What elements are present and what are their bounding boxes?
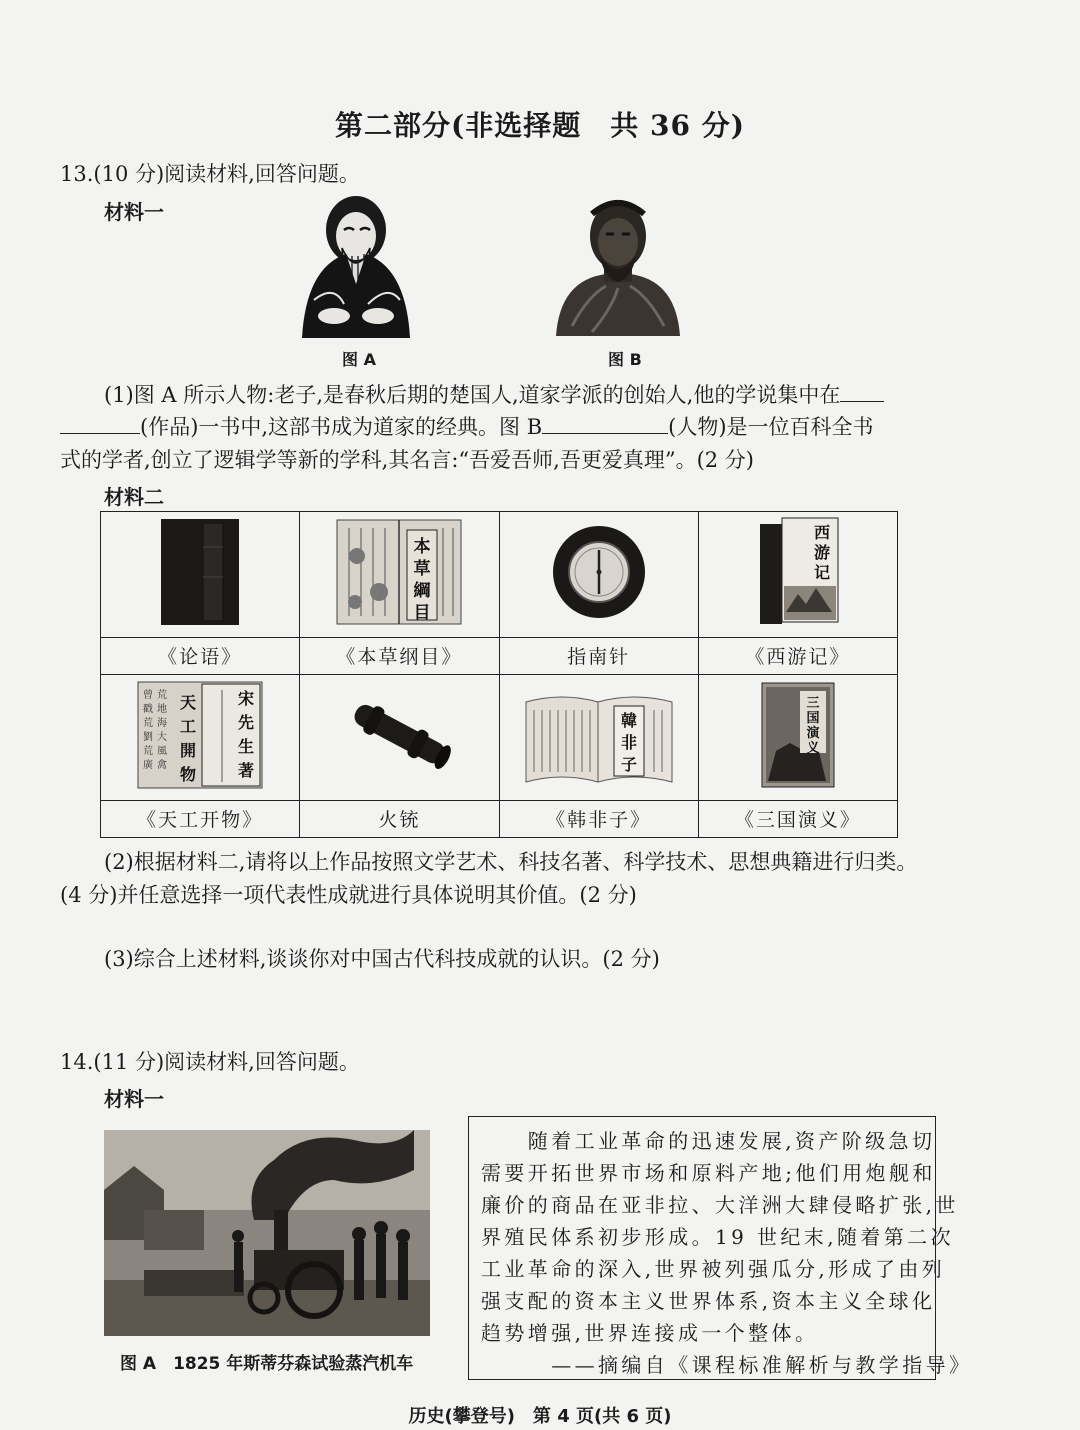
question-14-header: 14.(11 分)阅读材料,回答问题。 xyxy=(60,1050,360,1074)
work-label-compass: 指南针 xyxy=(499,637,698,674)
work-label-bencao: 《本草纲目》 xyxy=(300,637,499,674)
svg-text:大: 大 xyxy=(157,732,168,744)
svg-text:地: 地 xyxy=(157,704,168,716)
works-label-row-1 xyxy=(101,637,898,674)
compass-image xyxy=(551,524,647,620)
svg-text:海: 海 xyxy=(157,718,168,730)
svg-text:禽: 禽 xyxy=(157,760,168,772)
work-label-hanfeizi: 《韩非子》 xyxy=(499,800,698,837)
hanfeizi-cell xyxy=(499,674,698,800)
svg-text:風: 風 xyxy=(157,746,168,758)
quote-line: 强支配的资本主义世界体系,资本主义全球化 xyxy=(481,1289,936,1313)
tiangong-cell xyxy=(101,674,300,800)
quote-line: 界殖民体系初步形成。19 世纪末,随着第二次 xyxy=(481,1225,954,1249)
bencao-cover-char-2: 草 xyxy=(413,559,431,580)
songxian-char-3: 生 xyxy=(238,737,255,757)
svg-text:廣: 廣 xyxy=(143,760,154,772)
q13-part1-line3: 式的学者,创立了逻辑学等新的学科,其名言:“吾爱吾师,吾更爱真理”。(2 分) xyxy=(60,448,754,472)
figure-b-caption: 图 B xyxy=(608,350,642,369)
q14-figure-a-caption: 图 A 1825 年斯蒂芬森试验蒸汽机车 xyxy=(120,1354,414,1374)
works-image-row-1 xyxy=(101,512,898,638)
q13-part1-text-2b: (人物)是一位百科全书 xyxy=(668,415,874,439)
lunyu-cell xyxy=(101,512,300,638)
tiangong-char-4: 物 xyxy=(180,765,197,785)
quote-line: 需要开拓世界市场和原料产地;他们用炮舰和 xyxy=(481,1161,936,1185)
work-label-lunyu: 《论语》 xyxy=(101,637,300,674)
quote-line: 廉价的商品在亚非拉、大洋洲大肆侵略扩张,世 xyxy=(481,1193,959,1217)
songxian-char-2: 先 xyxy=(238,713,255,733)
works-image-row-2 xyxy=(101,674,898,800)
answer-blank-person[interactable] xyxy=(542,413,668,434)
work-label-huochong: 火铳 xyxy=(300,800,499,837)
hanfeizi-char-3: 子 xyxy=(620,755,637,775)
q13-part2-line1: (2)根据材料二,请将以上作品按照文学艺术、科技名著、科学技术、思想典籍进行归类。 xyxy=(104,850,918,874)
q14-material-quote-box xyxy=(468,1116,973,1380)
lunyu-book-image xyxy=(159,517,241,627)
compass-cell xyxy=(499,512,698,638)
work-label-sanguo: 《三国演义》 xyxy=(698,800,897,837)
answer-blank-work-start[interactable] xyxy=(840,381,884,402)
svg-text:戳: 戳 xyxy=(143,704,154,716)
xiyouji-cover-char-3: 记 xyxy=(813,563,830,583)
songxian-char-4: 著 xyxy=(238,761,255,781)
q13-part1-text-1: (1)图 A 所示人物:老子,是春秋后期的楚国人,道家学派的创始人,他的学说集中在 xyxy=(104,383,841,407)
tiangong-char-3: 開 xyxy=(180,741,197,761)
xiyouji-book-image xyxy=(756,516,840,628)
sanguo-char-1: 三 xyxy=(806,696,820,712)
aristotle-bust-image xyxy=(552,196,684,336)
bencao-cover-char-3: 綱 xyxy=(413,581,431,602)
page-footer: 历史(攀登号) 第 4 页(共 6 页) xyxy=(408,1406,672,1427)
q13-part1-line1 xyxy=(104,378,884,412)
bencao-cover-char-4: 目 xyxy=(413,603,431,624)
question-13-header: 13.(10 分)阅读材料,回答问题。 xyxy=(60,162,360,186)
works-table xyxy=(100,511,898,838)
hanfeizi-char-2: 非 xyxy=(620,733,637,753)
work-label-tiangong: 《天工开物》 xyxy=(101,800,300,837)
q14-material-1-label: 材料一 xyxy=(104,1087,164,1111)
sanguo-char-4: 义 xyxy=(806,741,820,757)
q13-part3: (3)综合上述材料,谈谈你对中国古代科技成就的认识。(2 分) xyxy=(104,947,660,971)
svg-text:荒: 荒 xyxy=(143,718,154,730)
quote-line: 工业革命的深入,世界被列强瓜分,形成了由列 xyxy=(481,1257,946,1281)
bencao-book-image xyxy=(335,516,463,628)
tiangong-char-1: 天 xyxy=(180,693,197,713)
quote-source: ——摘编自《课程标准解析与教学指导》 xyxy=(481,1353,973,1377)
works-label-row-2 xyxy=(101,800,898,837)
bencao-cover-char-1: 本 xyxy=(413,537,431,558)
xiyouji-cover-char-1: 西 xyxy=(813,523,830,543)
q13-material-1-label: 材料一 xyxy=(104,200,164,224)
tiangong-book-image xyxy=(136,678,264,792)
tiangong-char-2: 工 xyxy=(180,717,197,737)
hanfeizi-book-image xyxy=(524,686,674,784)
huochong-image xyxy=(344,685,454,785)
svg-text:曾: 曾 xyxy=(143,690,154,702)
sanguo-book-image xyxy=(760,681,836,789)
q13-part1-text-2a: (作品)一书中,这部书成为道家的经典。图 B xyxy=(140,415,543,439)
section-title: 第二部分(非选择题 共 36 分) xyxy=(335,109,745,142)
work-label-xiyouji: 《西游记》 xyxy=(698,637,897,674)
huochong-cell xyxy=(300,674,499,800)
answer-blank-work[interactable] xyxy=(60,413,140,434)
q13-part2-line2: (4 分)并任意选择一项代表性成就进行具体说明其价值。(2 分) xyxy=(60,883,637,907)
svg-text:劉: 劉 xyxy=(143,732,154,744)
songxian-char-1: 宋 xyxy=(238,689,255,709)
quote-line: 随着工业革命的迅速发展,资产阶级急切 xyxy=(481,1129,936,1153)
sanguo-cell xyxy=(698,674,897,800)
steam-locomotive-image xyxy=(104,1130,430,1336)
q13-material-2-label: 材料二 xyxy=(104,485,164,509)
q13-part1-line2 xyxy=(60,410,874,444)
figure-a-caption: 图 A xyxy=(342,350,376,369)
xiyouji-cell xyxy=(698,512,897,638)
xiyouji-cover-char-2: 游 xyxy=(813,543,830,563)
quote-line: 趋势增强,世界连接成一个整体。 xyxy=(481,1321,819,1345)
sanguo-char-2: 国 xyxy=(806,711,820,727)
laozi-portrait-image xyxy=(294,190,418,338)
bencao-cell xyxy=(300,512,499,638)
hanfeizi-char-1: 韓 xyxy=(620,711,637,731)
svg-text:荒: 荒 xyxy=(143,746,154,758)
sanguo-char-3: 演 xyxy=(806,726,820,742)
svg-text:荒: 荒 xyxy=(157,690,168,702)
